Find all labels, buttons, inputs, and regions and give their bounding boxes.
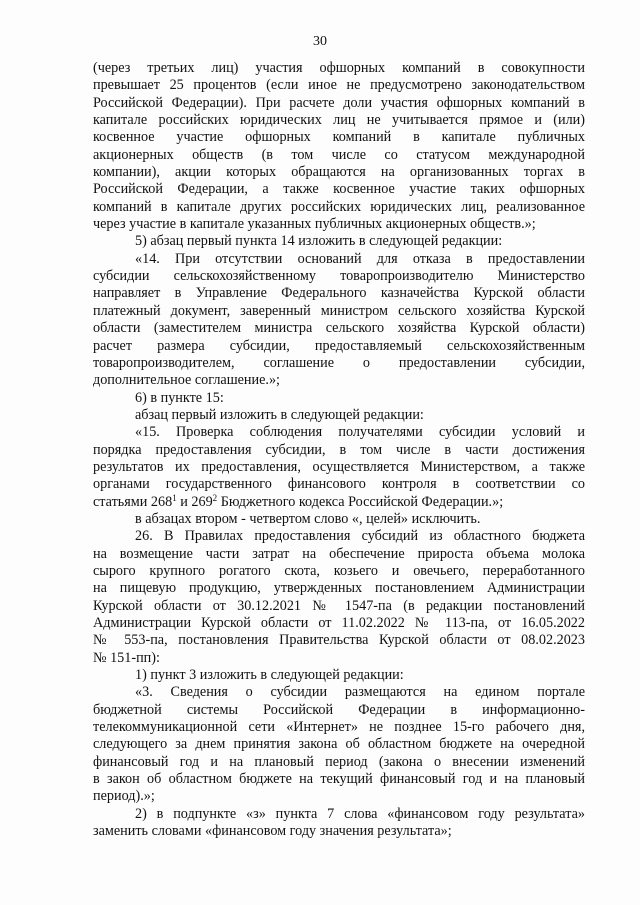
- text-line-content: «14. При отсутствии оснований для отказа в предоставлении: [135, 250, 585, 267]
- text-line: [93, 719, 585, 736]
- text-line-content: Бюджетного кодекса Российской Федерации.»;: [217, 493, 504, 510]
- text-line-content: результатов их предоставления, осуществляется Министерством, а также: [93, 458, 585, 475]
- text-line-content: сырого крупного рогатого скота, козьего и овечьего, переработанного: [93, 562, 585, 579]
- text-line: [93, 390, 585, 407]
- text-line-content: платежный документ, заверенный министром сельского хозяйства Курской: [93, 302, 585, 319]
- text-line: [93, 459, 585, 476]
- text-line: [93, 181, 585, 198]
- text-line-content: порядка предоставления субсидии, в том числе в части достижения: [93, 441, 585, 458]
- text-line: [93, 216, 585, 233]
- text-line-content: через участие в капитале указанных публичных акционерных обществ.»;: [93, 216, 536, 233]
- text-line-content: телекоммуникационной сети «Интернет» не позднее 15-го рабочего дня,: [93, 719, 585, 736]
- text-line: [93, 372, 585, 389]
- text-line-content: органами государственного финансового контроля в соответствии со: [93, 476, 585, 493]
- text-line: [93, 320, 585, 337]
- text-line-content: капитале российских юридических лиц не учитывается прямое и (или): [93, 112, 585, 129]
- text-line-content: и 269: [176, 493, 213, 510]
- text-line-content: Российской Федерации, а также косвенное участие таких офшорных: [93, 181, 585, 198]
- text-line-content: финансовый год и на плановый период (закона о внесении изменений: [93, 753, 585, 770]
- text-line: [93, 684, 585, 701]
- text-line-content: в закон об областном бюджете на текущий финансовый год и на плановый: [93, 771, 585, 788]
- text-line-content: период).»;: [93, 788, 155, 805]
- text-line: [93, 268, 585, 285]
- text-line-content: 26. В Правилах предоставления субсидий из областного бюджета: [135, 528, 585, 545]
- text-line: [93, 511, 585, 528]
- page-number: 30: [313, 34, 327, 49]
- text-line-content: расчет размера субсидии, предоставляемый сельскохозяйственным: [93, 337, 585, 354]
- text-line: [93, 303, 585, 320]
- document-body: [93, 60, 585, 840]
- text-line-content: превышает 25 процентов (если иное не предусмотрено законодательством: [93, 77, 585, 94]
- text-line: [93, 233, 585, 250]
- text-line: [93, 580, 585, 597]
- text-line: [93, 615, 585, 632]
- text-line-content: направляет в Управление Федерального казначейства Курской области: [93, 285, 585, 302]
- text-line: [93, 771, 585, 788]
- text-line: [93, 60, 585, 77]
- footnote-superscript: 1: [172, 492, 177, 503]
- text-line: [93, 476, 585, 493]
- text-line: [93, 424, 585, 441]
- text-line-content: 1) пункт 3 изложить в следующей редакции:: [135, 667, 404, 684]
- text-line: [93, 147, 585, 164]
- text-line: [93, 285, 585, 302]
- text-line-content: дополнительное соглашение.»;: [93, 372, 280, 389]
- text-line-content: 5) абзац первый пункта 14 изложить в следующей редакции:: [135, 233, 503, 250]
- text-line: [93, 338, 585, 355]
- text-line: [93, 823, 585, 840]
- text-line-content: заменить словами «финансовом году значения результата»;: [93, 823, 452, 840]
- text-line-content: в абзацах втором - четвертом слово «, целей» исключить.: [135, 510, 481, 527]
- text-line-content: Администрации Курской области от 11.02.2022 № 113-па, от 16.05.2022: [93, 615, 585, 631]
- footnote-superscript: 2: [212, 492, 218, 503]
- text-line: [93, 199, 585, 216]
- text-line: [93, 788, 585, 805]
- text-line-content: Курской области от 30.12.2021 № 1547-па (в редакции постановлений: [93, 597, 585, 614]
- text-line: [93, 164, 585, 181]
- text-line: [93, 251, 585, 268]
- text-line-content: № 151-пп):: [93, 649, 160, 666]
- text-line: [93, 355, 585, 372]
- text-line: [93, 632, 585, 649]
- text-line: [93, 95, 585, 112]
- text-line: [93, 442, 585, 459]
- text-line-content: «3. Сведения о субсидии размещаются на едином портале: [135, 684, 585, 701]
- text-line: [93, 667, 585, 684]
- text-line-content: товаропроизводителем, соглашение о предоставлении субсидии,: [93, 354, 585, 371]
- text-line-content: акционерных обществ (в том числе со статусом международной: [93, 146, 585, 163]
- text-line-content: следующего за днем принятия закона об областном бюджете на очередной: [93, 736, 585, 753]
- text-line-content: «15. Проверка соблюдения получателями субсидии условий и: [135, 424, 585, 441]
- text-line-content: Российской Федерации). При расчете доли участия офшорных компаний в: [93, 94, 585, 111]
- text-line: [93, 754, 585, 771]
- text-line-content: 6) в пункте 15:: [135, 389, 224, 406]
- text-line-content: (через третьих лиц) участия офшорных компаний в совокупности: [93, 60, 585, 76]
- text-line-content: 2) в подпункте «з» пункта 7 слова «финансовом году результата»: [135, 805, 585, 822]
- text-line-content: № 553-па, постановления Правительства Курской области от 08.02.2023: [93, 632, 585, 649]
- text-line: [93, 598, 585, 615]
- text-line-content: абзац первый изложить в следующей редакции:: [135, 406, 424, 423]
- text-line: [93, 129, 585, 146]
- text-line-content: области (заместителем министра сельского хозяйства Курской области): [93, 320, 585, 337]
- text-line-content: компаний в капитале других российских юридических лиц, реализованное: [93, 198, 585, 215]
- text-line-content: косвенное участие офшорных компаний в капитале публичных: [93, 129, 585, 146]
- text-line: [93, 702, 585, 719]
- text-line: [93, 112, 585, 129]
- text-line: [93, 528, 585, 545]
- text-line: [93, 563, 585, 580]
- text-line: [93, 546, 585, 563]
- text-line: [93, 494, 585, 511]
- text-line-content: статьями 268: [93, 493, 173, 510]
- text-line-content: субсидии сельскохозяйственному товаропроизводителю Министерство: [93, 268, 585, 285]
- text-line: [93, 650, 585, 667]
- text-line-content: на пищевую продукцию, утвержденных постановлением Администрации: [93, 580, 585, 597]
- text-line: [93, 736, 585, 753]
- text-line-content: бюджетной системы Российской Федерации в информационно-: [93, 701, 585, 718]
- text-line: [93, 77, 585, 94]
- text-line: [93, 806, 585, 823]
- text-line-content: на возмещение части затрат на обеспечение прироста объема молока: [93, 545, 585, 562]
- text-line-content: компании), акции которых обращаются на организованных торгах в: [93, 164, 585, 181]
- text-line: [93, 407, 585, 424]
